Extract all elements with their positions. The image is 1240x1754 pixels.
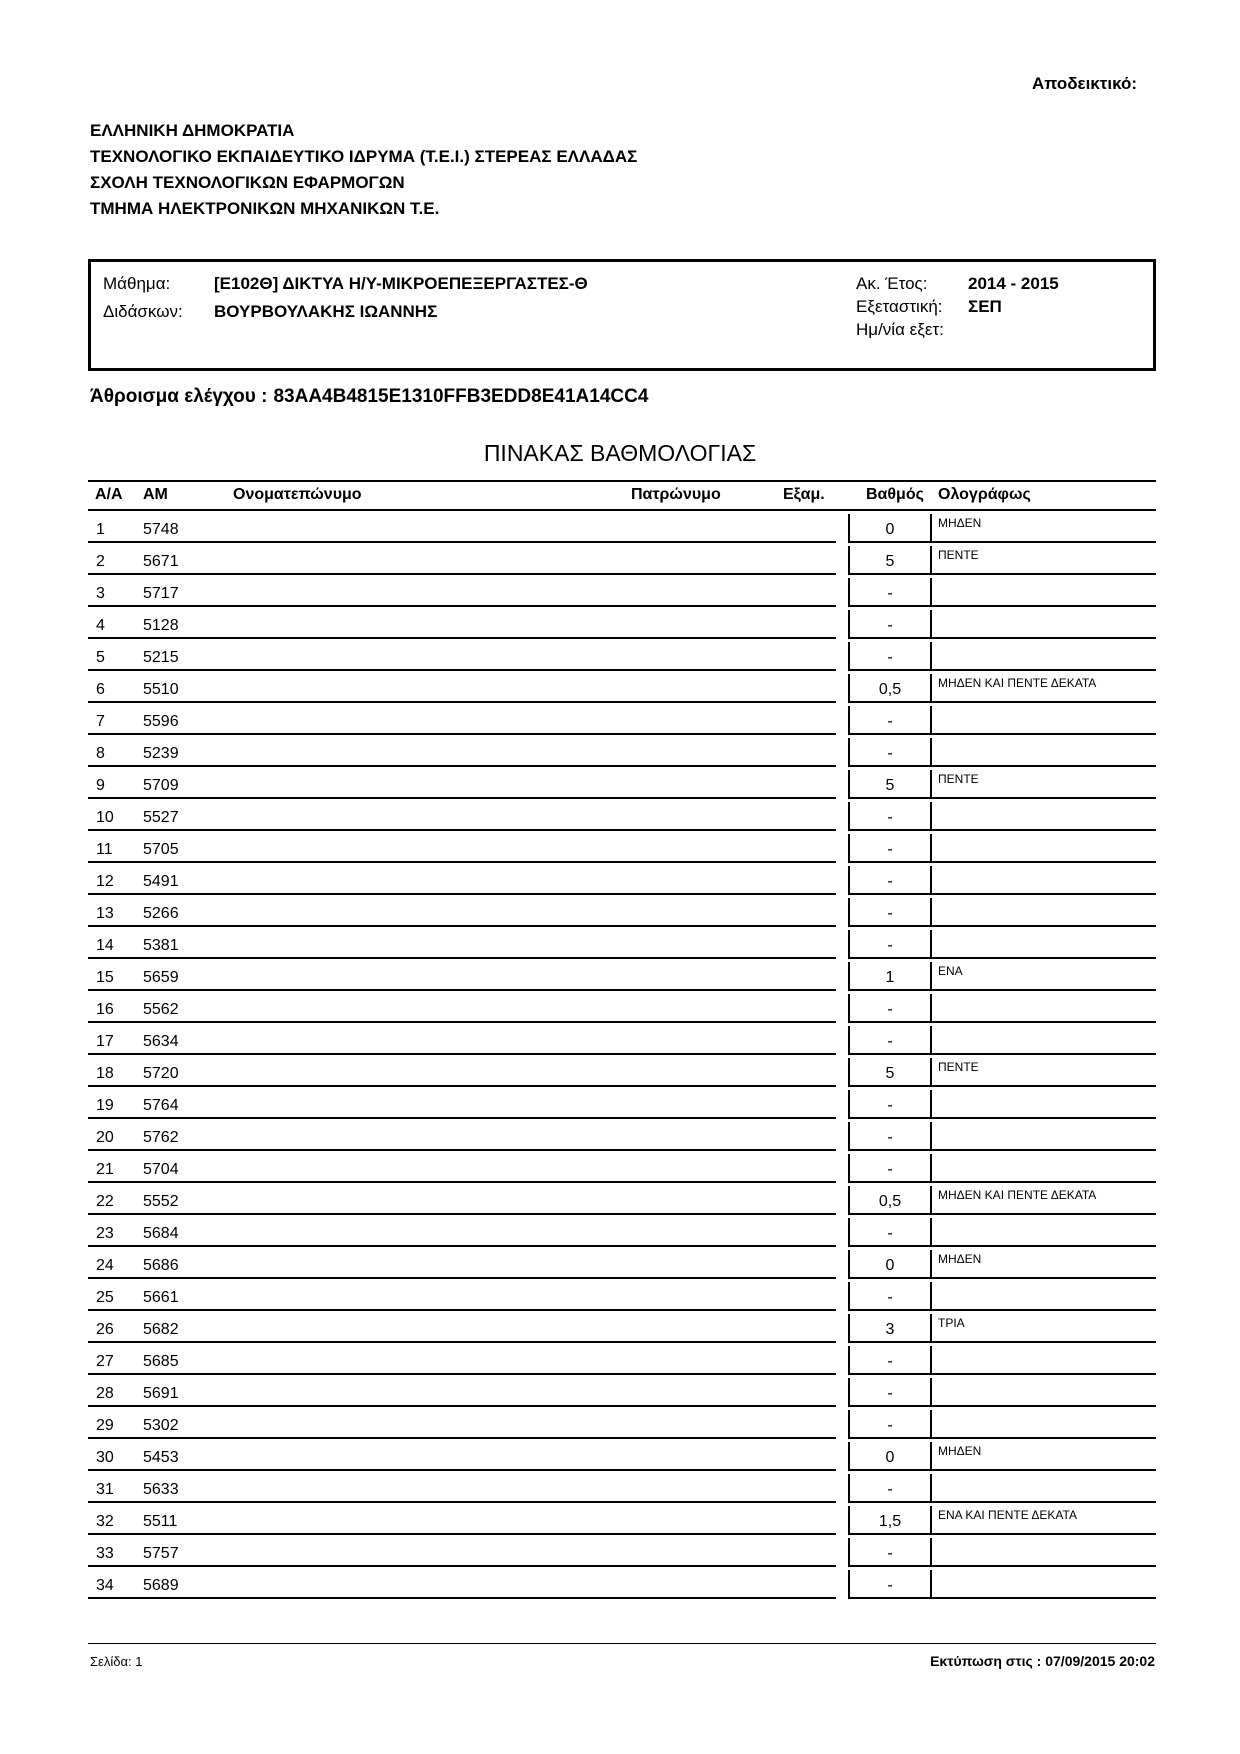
row-grade: - <box>887 841 893 858</box>
institution-header <box>90 118 637 222</box>
row-grade-right-border <box>930 962 932 991</box>
row-grade-right-border <box>930 1442 932 1471</box>
row-grade: 5 <box>885 553 895 570</box>
table-top-rule <box>88 480 1156 482</box>
header-patronymic: Πατρώνυμο <box>631 486 721 503</box>
table-title: ΠΙΝΑΚΑΣ ΒΑΘΜΟΛΟΓΙΑΣ <box>483 440 757 466</box>
row-grade-words: ΤΡΙΑ <box>938 1316 965 1330</box>
row-aa: 17 <box>96 1033 114 1050</box>
row-grade-right-border <box>930 514 932 543</box>
row-aa: 33 <box>96 1545 114 1562</box>
row-aa: 16 <box>96 1001 114 1018</box>
row-am: 5634 <box>143 1033 179 1050</box>
table-row <box>88 1567 1156 1599</box>
table-row <box>88 1183 1156 1215</box>
row-aa: 29 <box>96 1417 114 1434</box>
row-grade: - <box>887 1417 893 1434</box>
table-row <box>88 575 1156 607</box>
row-grade: - <box>887 905 893 922</box>
row-grade-words: ΠΕΝΤΕ <box>938 772 979 786</box>
row-grade-right-border <box>930 994 932 1023</box>
header-aa: Α/Α <box>95 486 123 503</box>
row-aa: 3 <box>96 585 105 602</box>
row-grade: - <box>887 1289 893 1306</box>
row-aa: 13 <box>96 905 114 922</box>
course-label: Μάθημα: <box>103 274 171 293</box>
row-aa: 28 <box>96 1385 114 1402</box>
row-aa: 31 <box>96 1481 114 1498</box>
row-aa: 30 <box>96 1449 114 1466</box>
row-aa: 21 <box>96 1161 114 1178</box>
table-row <box>88 1535 1156 1567</box>
row-grade: 5 <box>885 777 895 794</box>
table-row <box>88 863 1156 895</box>
exam-date-label: Ημ/νία εξετ: <box>856 320 944 339</box>
row-grade-right-border <box>930 1250 932 1279</box>
table-row <box>88 831 1156 863</box>
row-grade: - <box>887 1097 893 1114</box>
table-row <box>88 543 1156 575</box>
row-aa: 4 <box>96 617 105 634</box>
exam-period-value: ΣΕΠ <box>968 297 1002 316</box>
row-aa: 23 <box>96 1225 114 1242</box>
row-grade: - <box>887 1385 893 1402</box>
row-aa: 20 <box>96 1129 114 1146</box>
institution-line-country: ΕΛΛΗΝΙΚΗ ΔΗΜΟΚΡΑΤΙΑ <box>90 121 295 140</box>
row-grade-right-border <box>930 1090 932 1119</box>
row-grade: - <box>887 1161 893 1178</box>
row-grade: 0 <box>885 1257 895 1274</box>
table-row <box>88 1247 1156 1279</box>
row-grade-right-border <box>930 1154 932 1183</box>
row-grade-right-border <box>930 706 932 735</box>
table-row <box>88 959 1156 991</box>
row-grade: - <box>887 873 893 890</box>
row-grade-words: ΠΕΝΤΕ <box>938 1060 979 1074</box>
table-row <box>88 1471 1156 1503</box>
row-am: 5659 <box>143 969 179 986</box>
row-am: 5684 <box>143 1225 179 1242</box>
table-row <box>88 639 1156 671</box>
header-grade-words: Ολογράφως <box>938 486 1031 503</box>
table-row <box>88 703 1156 735</box>
header-am: ΑΜ <box>143 486 168 503</box>
checksum-value: 83AA4B4815E1310FFB3EDD8E41A14CC4 <box>273 386 649 407</box>
row-aa: 2 <box>96 553 105 570</box>
instructor-label: Διδάσκων: <box>103 302 183 321</box>
row-grade-rule <box>850 1597 1156 1599</box>
row-aa: 9 <box>96 777 105 794</box>
header-semester: Εξαμ. <box>783 486 825 503</box>
row-grade: - <box>887 649 893 666</box>
row-grade-right-border <box>930 546 932 575</box>
row-am: 5128 <box>143 617 179 634</box>
row-am: 5302 <box>143 1417 179 1434</box>
row-grade-words: ΠΕΝΤΕ <box>938 548 979 562</box>
header-grade: Βαθμός <box>866 486 924 503</box>
row-grade-right-border <box>930 1026 932 1055</box>
table-row <box>88 1055 1156 1087</box>
checksum <box>90 386 648 408</box>
row-am: 5527 <box>143 809 179 826</box>
printed-timestamp: Εκτύπωση στις : 07/09/2015 20:02 <box>930 1653 1155 1669</box>
row-grade-right-border <box>930 802 932 831</box>
row-grade: - <box>887 809 893 826</box>
row-am: 5682 <box>143 1321 179 1338</box>
institution-line-university: ΤΕΧΝΟΛΟΓΙΚΟ ΕΚΠΑΙΔΕΥΤΙΚΟ ΙΔΡΥΜΑ (Τ.Ε.Ι.) ΣΤΕΡΕΑΣ ΕΛΛΑΔΑΣ <box>90 147 638 166</box>
row-grade: 3 <box>885 1321 895 1338</box>
row-grade: 0,5 <box>878 1193 902 1210</box>
row-am: 5511 <box>143 1513 178 1530</box>
row-aa: 8 <box>96 745 105 762</box>
row-grade: 1,5 <box>878 1513 902 1530</box>
row-aa: 12 <box>96 873 114 890</box>
row-grade-words: ΜΗΔΕΝ ΚΑΙ ΠΕΝΤΕ ΔΕΚΑΤΑ <box>938 676 1097 690</box>
row-aa: 7 <box>96 713 105 730</box>
table-row <box>88 1503 1156 1535</box>
row-grade: - <box>887 1577 893 1594</box>
row-grade-right-border <box>930 1058 932 1087</box>
row-aa: 27 <box>96 1353 114 1370</box>
row-grade-right-border <box>930 578 932 607</box>
row-am: 5596 <box>143 713 179 730</box>
course-info-box <box>88 259 1156 371</box>
row-grade: - <box>887 713 893 730</box>
receipt-label: Αποδεικτικό: <box>1032 74 1138 93</box>
academic-year-label: Ακ. Έτος: <box>856 274 928 293</box>
row-am: 5720 <box>143 1065 179 1082</box>
exam-period-label: Εξεταστική: <box>856 297 943 316</box>
row-am: 5215 <box>143 649 179 666</box>
row-aa: 18 <box>96 1065 114 1082</box>
row-grade-words: ΜΗΔΕΝ <box>938 516 982 530</box>
row-aa: 25 <box>96 1289 114 1306</box>
row-grade: - <box>887 585 893 602</box>
row-grade: - <box>887 1033 893 1050</box>
table-row <box>88 991 1156 1023</box>
row-grade-right-border <box>930 1346 932 1375</box>
table-row <box>88 895 1156 927</box>
table-row <box>88 607 1156 639</box>
row-am: 5705 <box>143 841 179 858</box>
row-am: 5685 <box>143 1353 179 1370</box>
row-aa: 1 <box>96 521 105 538</box>
row-am: 5717 <box>143 585 179 602</box>
row-grade: - <box>887 1225 893 1242</box>
row-grade-right-border <box>930 1506 932 1535</box>
row-grade-right-border <box>930 1410 932 1439</box>
row-name-rule <box>88 1597 836 1599</box>
row-am: 5552 <box>143 1193 179 1210</box>
table-row <box>88 1023 1156 1055</box>
row-grade-right-border <box>930 738 932 767</box>
table-row <box>88 1119 1156 1151</box>
row-am: 5748 <box>143 521 179 538</box>
row-aa: 34 <box>96 1577 114 1594</box>
row-grade-right-border <box>930 1474 932 1503</box>
row-aa: 6 <box>96 681 105 698</box>
row-am: 5709 <box>143 777 179 794</box>
row-grade-right-border <box>930 1538 932 1567</box>
row-grade: - <box>887 937 893 954</box>
row-grade-right-border <box>930 1314 932 1343</box>
instructor-value: ΒΟΥΡΒΟΥΛΑΚΗΣ ΙΩΑΝΝΗΣ <box>214 302 438 321</box>
table-row <box>88 671 1156 703</box>
row-grade-right-border <box>930 674 932 703</box>
table-row <box>88 735 1156 767</box>
row-grade-words: ΜΗΔΕΝ ΚΑΙ ΠΕΝΤΕ ΔΕΚΑΤΑ <box>938 1188 1097 1202</box>
table-row <box>88 767 1156 799</box>
row-am: 5633 <box>143 1481 179 1498</box>
row-grade-words: ΕΝΑ ΚΑΙ ΠΕΝΤΕ ΔΕΚΑΤΑ <box>938 1508 1077 1522</box>
table-row <box>88 1087 1156 1119</box>
row-aa: 24 <box>96 1257 114 1274</box>
row-grade-right-border <box>930 1570 932 1599</box>
row-grade: 0 <box>885 521 895 538</box>
row-grade-right-border <box>930 610 932 639</box>
row-aa: 32 <box>96 1513 114 1530</box>
table-row <box>88 1343 1156 1375</box>
row-grade-words: ΕΝΑ <box>938 964 963 978</box>
row-am: 5671 <box>143 553 179 570</box>
row-grade-right-border <box>930 642 932 671</box>
row-am: 5510 <box>143 681 179 698</box>
row-am: 5266 <box>143 905 179 922</box>
row-grade: 5 <box>885 1065 895 1082</box>
row-grade-right-border <box>930 1186 932 1215</box>
row-aa: 10 <box>96 809 114 826</box>
row-grade: - <box>887 1001 893 1018</box>
row-grade-right-border <box>930 1218 932 1247</box>
row-am: 5239 <box>143 745 179 762</box>
table-row <box>88 927 1156 959</box>
course-value: [Ε102Θ] ΔΙΚΤΥΑ Η/Υ-ΜΙΚΡΟΕΠΕΞΕΡΓΑΣΤΕΣ-Θ <box>214 274 588 293</box>
row-am: 5704 <box>143 1161 179 1178</box>
row-grade: - <box>887 1545 893 1562</box>
table-row <box>88 799 1156 831</box>
row-aa: 19 <box>96 1097 114 1114</box>
row-grade-words: ΜΗΔΕΝ <box>938 1252 982 1266</box>
row-aa: 22 <box>96 1193 114 1210</box>
table-row <box>88 1407 1156 1439</box>
row-aa: 14 <box>96 937 114 954</box>
row-grade: - <box>887 617 893 634</box>
row-grade: 1 <box>885 969 895 986</box>
row-grade-right-border <box>930 834 932 863</box>
row-aa: 26 <box>96 1321 114 1338</box>
row-am: 5689 <box>143 1577 179 1594</box>
checksum-label: Άθροισμα ελέγχου : <box>90 386 268 407</box>
row-grade: 0,5 <box>878 681 902 698</box>
row-am: 5764 <box>143 1097 179 1114</box>
row-grade-right-border <box>930 1122 932 1151</box>
row-am: 5686 <box>143 1257 179 1274</box>
row-aa: 11 <box>96 841 113 858</box>
academic-year-value: 2014 - 2015 <box>968 274 1059 293</box>
row-grade-right-border <box>930 898 932 927</box>
table-row <box>88 1151 1156 1183</box>
table-row <box>88 1439 1156 1471</box>
page-number: Σελίδα: 1 <box>90 1654 143 1669</box>
row-grade: - <box>887 745 893 762</box>
table-row <box>88 1375 1156 1407</box>
table-row <box>88 511 1156 543</box>
row-grade: - <box>887 1353 893 1370</box>
table-row <box>88 1311 1156 1343</box>
row-grade-right-border <box>930 1378 932 1407</box>
row-grade: 0 <box>885 1449 895 1466</box>
header-name: Ονοματεπώνυμο <box>233 486 362 503</box>
row-grade-right-border <box>930 770 932 799</box>
table-row <box>88 1279 1156 1311</box>
row-am: 5491 <box>143 873 179 890</box>
row-grade-right-border <box>930 930 932 959</box>
row-am: 5762 <box>143 1129 179 1146</box>
row-grade: - <box>887 1481 893 1498</box>
row-grade: - <box>887 1129 893 1146</box>
row-aa: 15 <box>96 969 114 986</box>
row-am: 5562 <box>143 1001 179 1018</box>
row-am: 5453 <box>143 1449 179 1466</box>
table-row <box>88 1215 1156 1247</box>
institution-line-department: ΤΜΗΜΑ ΗΛΕΚΤΡΟΝΙΚΩΝ ΜΗΧΑΝΙΚΩΝ Τ.Ε. <box>90 199 440 218</box>
row-am: 5381 <box>143 937 179 954</box>
row-am: 5691 <box>143 1385 179 1402</box>
row-grade-right-border <box>930 1282 932 1311</box>
row-aa: 5 <box>96 649 105 666</box>
footer-rule <box>88 1643 1156 1644</box>
row-grade-words: ΜΗΔΕΝ <box>938 1444 982 1458</box>
institution-line-school: ΣΧΟΛΗ ΤΕΧΝΟΛΟΓΙΚΩΝ ΕΦΑΡΜΟΓΩΝ <box>90 173 405 192</box>
row-am: 5661 <box>143 1289 179 1306</box>
row-grade-right-border <box>930 866 932 895</box>
row-am: 5757 <box>143 1545 179 1562</box>
